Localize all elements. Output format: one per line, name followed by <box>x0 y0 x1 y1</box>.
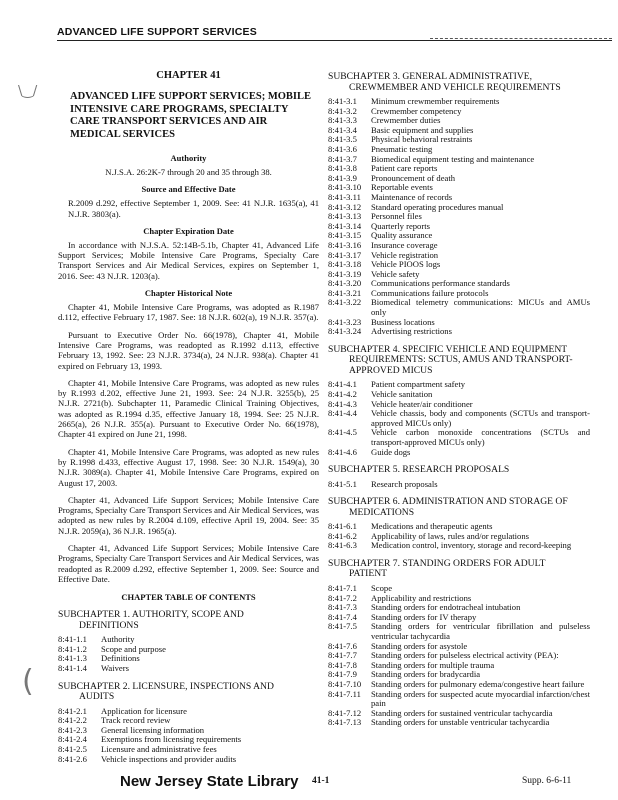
subchapter-3-list <box>328 97 590 337</box>
toc-section-number: 8:41-3.7 <box>328 153 357 164</box>
source-heading: Source and Effective Date <box>141 184 236 195</box>
toc-section-number: 8:41-3.23 <box>328 316 362 327</box>
subchapter-5-list <box>328 480 590 490</box>
toc-section-title: Communications failure protocols <box>371 287 489 298</box>
history-notes <box>58 302 319 584</box>
toc-section-title: Insurance coverage <box>371 239 438 250</box>
toc-section-number: 8:41-7.7 <box>328 650 357 661</box>
toc-section-title: Exemptions from licensing requirements <box>101 734 242 745</box>
toc-section-title: Standing orders for unstable ventricular tachycardia <box>371 717 550 728</box>
toc-section-number: 8:41-3.10 <box>328 182 362 193</box>
subchapter-2-title <box>58 682 319 703</box>
toc-section-number: 8:41-3.6 <box>328 143 357 154</box>
toc-entry <box>58 755 319 765</box>
toc-entry <box>328 409 590 428</box>
toc-section-title: Definitions <box>101 653 140 664</box>
toc-entry <box>328 380 590 390</box>
toc-section-title: Standing orders for ventricular fibrillation and pulseless ventricular tachycardia <box>371 621 590 641</box>
toc-section-title: Applicability of laws, rules and/or regulations <box>371 530 529 541</box>
toc-section-number: 8:41-3.4 <box>328 124 357 135</box>
toc-section-number: 8:41-2.1 <box>58 705 87 716</box>
toc-entry <box>328 203 590 213</box>
toc-section-title: Vehicle heater/air conditioner <box>371 398 473 409</box>
toc-section-number: 8:41-4.1 <box>328 379 357 390</box>
toc-section-title: Minimum crewmember requirements <box>371 96 500 106</box>
subchapter-1-title-line2: DEFINITIONS <box>79 619 139 631</box>
history-note: Chapter 41, Mobile Intensive Care Programs, was adopted as R.1987 d.112, effective February 17, 1987. See: 18 N.J.R. 602(a), 19 N.J.R. 357(a). <box>58 302 319 323</box>
history-note: Pursuant to Executive Order No. 66(1978), Chapter 41, Mobile Intensive Care Programs, was readopted as R.1992 d.113, effective February 13, 1992. See: 23 N.J.R. 3734(a), 24 N.J.R. 938(a). Chapter 41 expired on February 13, 1993. <box>58 329 319 371</box>
toc-section-number: 8:41-3.12 <box>328 201 362 212</box>
toc-section-number: 8:41-3.19 <box>328 268 362 279</box>
toc-section-number: 8:41-3.14 <box>328 220 362 231</box>
toc-section-title: Vehicle PIOOS logs <box>371 259 441 270</box>
footer-supplement-date: Supp. 6-6-11 <box>522 776 572 786</box>
toc-section-number: 8:41-3.1 <box>328 96 357 106</box>
toc-section-title: Pronouncement of death <box>371 172 456 183</box>
subchapter-7-title-line2: PATIENT <box>349 568 388 580</box>
toc-section-number: 8:41-1.2 <box>58 643 87 654</box>
toc-section-title: Communications performance standards <box>371 278 510 289</box>
toc-section-title: Standing orders for endotracheal intubation <box>371 602 521 613</box>
toc-section-title: Vehicle chassis, body and components (SCTUs and transport-approved MICUs only) <box>371 408 590 428</box>
toc-section-title: Vehicle carbon monoxide concentrations (SCTUs and transport-approved MICUs only) <box>371 427 590 447</box>
toc-section-number: 8:41-3.21 <box>328 287 362 298</box>
toc-section-number: 8:41-5.1 <box>328 478 357 489</box>
subchapter-2-title-line2: AUDITS <box>79 691 115 703</box>
toc-section-number: 8:41-7.2 <box>328 592 357 603</box>
subchapter-1-list <box>58 635 319 673</box>
toc-section-title: Vehicle safety <box>371 268 420 279</box>
toc-section-title: Vehicle registration <box>371 249 439 260</box>
subchapter-6-title <box>328 497 590 518</box>
toc-section-number: 8:41-3.5 <box>328 134 357 145</box>
toc-entry <box>328 241 590 251</box>
toc-section-number: 8:41-1.1 <box>58 634 87 645</box>
toc-entry <box>328 327 590 337</box>
subchapter-4-title-line1: SUBCHAPTER 4. SPECIFIC VEHICLE AND EQUIPMENT <box>328 343 568 355</box>
margin-mark-bottom: ( <box>22 664 34 699</box>
toc-section-title: Standing orders for asystole <box>371 640 468 651</box>
toc-section-title: Patient compartment safety <box>371 379 466 390</box>
subchapter-2-title-line1: SUBCHAPTER 2. LICENSURE, INSPECTIONS AND <box>58 680 274 692</box>
toc-section-number: 8:41-7.11 <box>328 688 361 699</box>
running-head: ADVANCED LIFE SUPPORT SERVICES <box>57 26 257 38</box>
toc-section-title: Standing orders for sustained ventricular tachycardia <box>371 707 553 718</box>
toc-entry <box>58 654 319 664</box>
subchapter-2-list <box>58 707 319 765</box>
toc-entry <box>328 298 590 317</box>
subchapter-1-title <box>58 610 319 631</box>
subchapter-4-title-line2: REQUIREMENTS: SCTUS, AMUS AND TRANSPORT-APPROVED MICUS <box>349 354 573 376</box>
subchapter-6-title-line1: SUBCHAPTER 6. ADMINISTRATION AND STORAGE OF <box>328 496 568 508</box>
toc-section-number: 8:41-2.5 <box>58 743 87 754</box>
toc-section-number: 8:41-7.6 <box>328 640 357 651</box>
expiration-text: In accordance with N.J.S.A. 52:14B-5.1b, Chapter 41, Advanced Life Support Services; Mobile Intensive Care Programs, Specialty Care Transport Services and Air Medical Services, expires on September 1, 2016. See: 43 N.J.R. 1203(a). <box>58 239 319 281</box>
page-footer <box>0 773 618 793</box>
toc-section-title: General licensing information <box>101 724 205 735</box>
subchapter-7-list <box>328 584 590 728</box>
toc-section-number: 8:41-7.10 <box>328 678 362 689</box>
subchapter-7-title-line1: SUBCHAPTER 7. STANDING ORDERS FOR ADULT <box>328 557 546 569</box>
toc-section-number: 8:41-4.2 <box>328 388 357 399</box>
history-note: Chapter 41, Mobile Intensive Care Programs, was adopted as new rules by R.1998 d.433, effective August 17, 1998. See: 30 N.J.R. 1549(a), 30 N.J.R. 3089(a). Chapter 41, Mobile Intensive Care Programs, expired on August 17, 2003. <box>58 446 319 488</box>
toc-section-number: 8:41-7.8 <box>328 659 357 670</box>
toc-section-title: Research proposals <box>371 478 438 489</box>
header-rule <box>57 40 612 41</box>
chapter-heading: ADVANCED LIFE SUPPORT SERVICES; MOBILE INTENSIVE CARE PROGRAMS, SPECIALTY CARE TRANSPORT SERVICES AND AIR MEDICAL SERVICES <box>70 91 312 140</box>
toc-section-number: 8:41-4.5 <box>328 427 357 438</box>
toc-entry <box>328 164 590 174</box>
toc-section-number: 8:41-7.9 <box>328 669 357 680</box>
toc-section-number: 8:41-7.5 <box>328 621 357 632</box>
toc-section-title: Standing orders for pulseless electrical activity (PEA): <box>371 650 559 661</box>
toc-section-title: Personnel files <box>371 211 422 222</box>
subchapter-7-title <box>328 559 590 580</box>
toc-section-title: Scope and purpose <box>101 643 166 654</box>
toc-section-number: 8:41-3.3 <box>328 115 357 126</box>
toc-section-number: 8:41-3.16 <box>328 239 362 250</box>
subchapter-5-title <box>328 465 590 476</box>
chapter-title: CHAPTER 41 <box>156 70 221 81</box>
subchapter-3-title <box>328 72 590 93</box>
subchapter-6-title-line2: MEDICATIONS <box>349 506 415 518</box>
toc-section-number: 8:41-2.4 <box>58 734 87 745</box>
toc-section-number: 8:41-3.22 <box>328 297 362 308</box>
toc-entry <box>58 645 319 655</box>
toc-section-title: Medications and therapeutic agents <box>371 521 493 532</box>
toc-section-number: 8:41-4.6 <box>328 446 357 457</box>
toc-section-number: 8:41-3.13 <box>328 211 362 222</box>
toc-section-number: 8:41-4.3 <box>328 398 357 409</box>
toc-section-title: Maintenance of records <box>371 191 453 202</box>
footer-page-number: 41-1 <box>312 776 330 786</box>
history-heading: Chapter Historical Note <box>144 288 233 299</box>
toc-section-number: 8:41-3.20 <box>328 278 362 289</box>
toc-section-title: Standing orders for bradycardia <box>371 669 481 680</box>
toc-entry <box>328 541 590 551</box>
toc-section-number: 8:41-7.12 <box>328 707 362 718</box>
subchapter-4-list <box>328 380 590 457</box>
toc-entry <box>328 231 590 241</box>
toc-section-number: 8:41-4.4 <box>328 408 357 419</box>
toc-entry <box>58 635 319 645</box>
toc-section-title: Business locations <box>371 316 435 327</box>
toc-section-title: Authority <box>101 634 135 645</box>
toc-section-title: Physical behavioral restraints <box>371 134 473 145</box>
toc-section-title: Reportable events <box>371 182 433 193</box>
toc-section-title: Biomedical telemetry communications: MICUs and AMUs only <box>371 297 590 318</box>
toc-section-number: 8:41-7.4 <box>328 611 357 622</box>
toc-section-number: 8:41-6.2 <box>328 530 357 541</box>
toc-section-number: 8:41-1.3 <box>58 653 87 664</box>
toc-section-title: Crewmember duties <box>371 115 441 126</box>
toc-entry <box>328 318 590 328</box>
toc-section-title: Licensure and administrative fees <box>101 743 217 754</box>
toc-entry <box>328 260 590 270</box>
toc-entry <box>328 480 590 490</box>
subchapter-3-title-line1: SUBCHAPTER 3. GENERAL ADMINISTRATIVE, <box>328 71 533 82</box>
toc-section-number: 8:41-3.11 <box>328 191 361 202</box>
toc-entry <box>328 174 590 184</box>
subchapter-1-title-line1: SUBCHAPTER 1. AUTHORITY, SCOPE AND <box>58 609 244 621</box>
toc-section-number: 8:41-3.15 <box>328 230 362 241</box>
toc-section-title: Standing orders for suspected acute myocardial infarction/chest pain <box>371 688 590 709</box>
toc-section-title: Standing orders for multiple trauma <box>371 659 495 670</box>
toc-section-title: Basic equipment and supplies <box>371 124 474 135</box>
authority-text: N.J.S.A. 26:2K-7 through 20 and 35 through 38. <box>105 167 272 177</box>
toc-entry <box>328 183 590 193</box>
toc-entry <box>328 622 590 641</box>
subchapter-6-list <box>328 522 590 551</box>
toc-section-number: 8:41-6.3 <box>328 540 357 551</box>
toc-section-title: Vehicle sanitation <box>371 388 433 399</box>
margin-mark-top: \‿/ <box>18 84 38 99</box>
toc-section-title: Advertising restrictions <box>371 326 452 337</box>
toc-entry <box>328 107 590 117</box>
toc-section-title: Scope <box>371 582 393 593</box>
toc-section-number: 8:41-3.18 <box>328 259 362 270</box>
toc-section-title: Crewmember competency <box>371 105 462 116</box>
toc-section-title: Track record review <box>101 715 171 726</box>
toc-section-title: Application for licensure <box>101 705 187 716</box>
toc-section-number: 8:41-2.6 <box>58 753 87 764</box>
toc-section-title: Patient care reports <box>371 163 438 174</box>
toc-section-title: Standard operating procedures manual <box>371 201 504 212</box>
toc-section-title: Quality assurance <box>371 230 433 241</box>
history-note: Chapter 41, Advanced Life Support Services; Mobile Intensive Care Programs, Specialty Care Transport Services and Air Medical Services, was adopted as new rules by R.2004 d.109, effective April 19, 2004. See: 35 N.J.R. 2059(a), 36 N.J.R. 1965(a). <box>58 494 319 536</box>
toc-section-title: Biomedical equipment testing and maintenance <box>371 153 535 164</box>
toc-section-number: 8:41-7.1 <box>328 582 357 593</box>
toc-entry <box>328 690 590 709</box>
toc-entry <box>328 448 590 458</box>
subchapter-3-title-line2: CREWMEMBER AND VEHICLE REQUIREMENTS <box>349 81 561 93</box>
source-text: R.2009 d.292, effective September 1, 2009. See: 41 N.J.R. 1635(a), 41 N.J.R. 3803(a). <box>68 198 319 219</box>
subchapter-4-title <box>328 345 590 377</box>
toc-entry <box>58 707 319 717</box>
toc-entry <box>328 428 590 447</box>
toc-section-number: 8:41-7.13 <box>328 717 362 728</box>
toc-section-title: Vehicle inspections and provider audits <box>101 753 237 764</box>
toc-section-title: Guide dogs <box>371 446 411 457</box>
header-rule-dashed <box>430 38 612 39</box>
left-column <box>58 70 319 766</box>
toc-entry <box>328 718 590 728</box>
history-note: Chapter 41, Advanced Life Support Services; Mobile Intensive Care Programs, Specialty Care Transport Services and Air Medical Services, was readopted as R.2009 d.292, effective September 1, 2009. See: Source and Effective Date. <box>58 543 319 584</box>
subchapter-5-title-line1: SUBCHAPTER 5. RESEARCH PROPOSALS <box>328 464 510 476</box>
toc-section-number: 8:41-3.17 <box>328 249 362 260</box>
toc-section-title: Applicability and restrictions <box>371 592 472 603</box>
toc-entry <box>328 212 590 222</box>
toc-section-title: Waivers <box>101 662 129 673</box>
authority-heading: Authority <box>170 153 207 163</box>
toc-section-number: 8:41-7.3 <box>328 602 357 613</box>
toc-section-number: 8:41-2.2 <box>58 715 87 726</box>
toc-section-number: 8:41-2.3 <box>58 724 87 735</box>
toc-section-title: Pneumatic testing <box>371 143 433 154</box>
toc-section-number: 8:41-1.4 <box>58 662 87 673</box>
toc-entry <box>328 135 590 145</box>
toc-heading: CHAPTER TABLE OF CONTENTS <box>121 592 256 603</box>
toc-section-title: Standing orders for IV therapy <box>371 611 477 622</box>
toc-section-title: Standing orders for pulmonary edema/congestive heart failure <box>371 678 585 689</box>
right-column <box>328 72 590 730</box>
expiration-heading: Chapter Expiration Date <box>143 225 234 236</box>
toc-section-number: 8:41-3.24 <box>328 326 362 337</box>
toc-section-title: Quarterly reports <box>371 220 430 231</box>
footer-library-name: New Jersey State Library <box>120 773 299 790</box>
toc-entry <box>58 664 319 674</box>
toc-section-number: 8:41-3.9 <box>328 172 357 183</box>
toc-section-title: Medication control, inventory, storage and record-keeping <box>371 540 572 551</box>
toc-section-number: 8:41-3.2 <box>328 105 357 116</box>
toc-entry <box>328 222 590 232</box>
toc-section-number: 8:41-3.8 <box>328 163 357 174</box>
toc-entry <box>328 251 590 261</box>
history-note: Chapter 41, Mobile Intensive Care Programs, was adopted as new rules by R.1993 d.202, effective June 21, 1993. See: 24 N.J.R. 3255(b), 25 N.J.R. 2721(b). Subchapter 11, Paramedic Clinical Training Objectives, was adopted as R.1994 d.35, effective January 18, 1994. See: 25 N.J.R. 2665(a), 26 N.J.R. 355(a). Pursuant to Executive Order No. 66(1978), Chapter 41 expired on June 21, 1998. <box>58 377 319 440</box>
toc-entry <box>328 155 590 165</box>
toc-section-number: 8:41-6.1 <box>328 521 357 532</box>
